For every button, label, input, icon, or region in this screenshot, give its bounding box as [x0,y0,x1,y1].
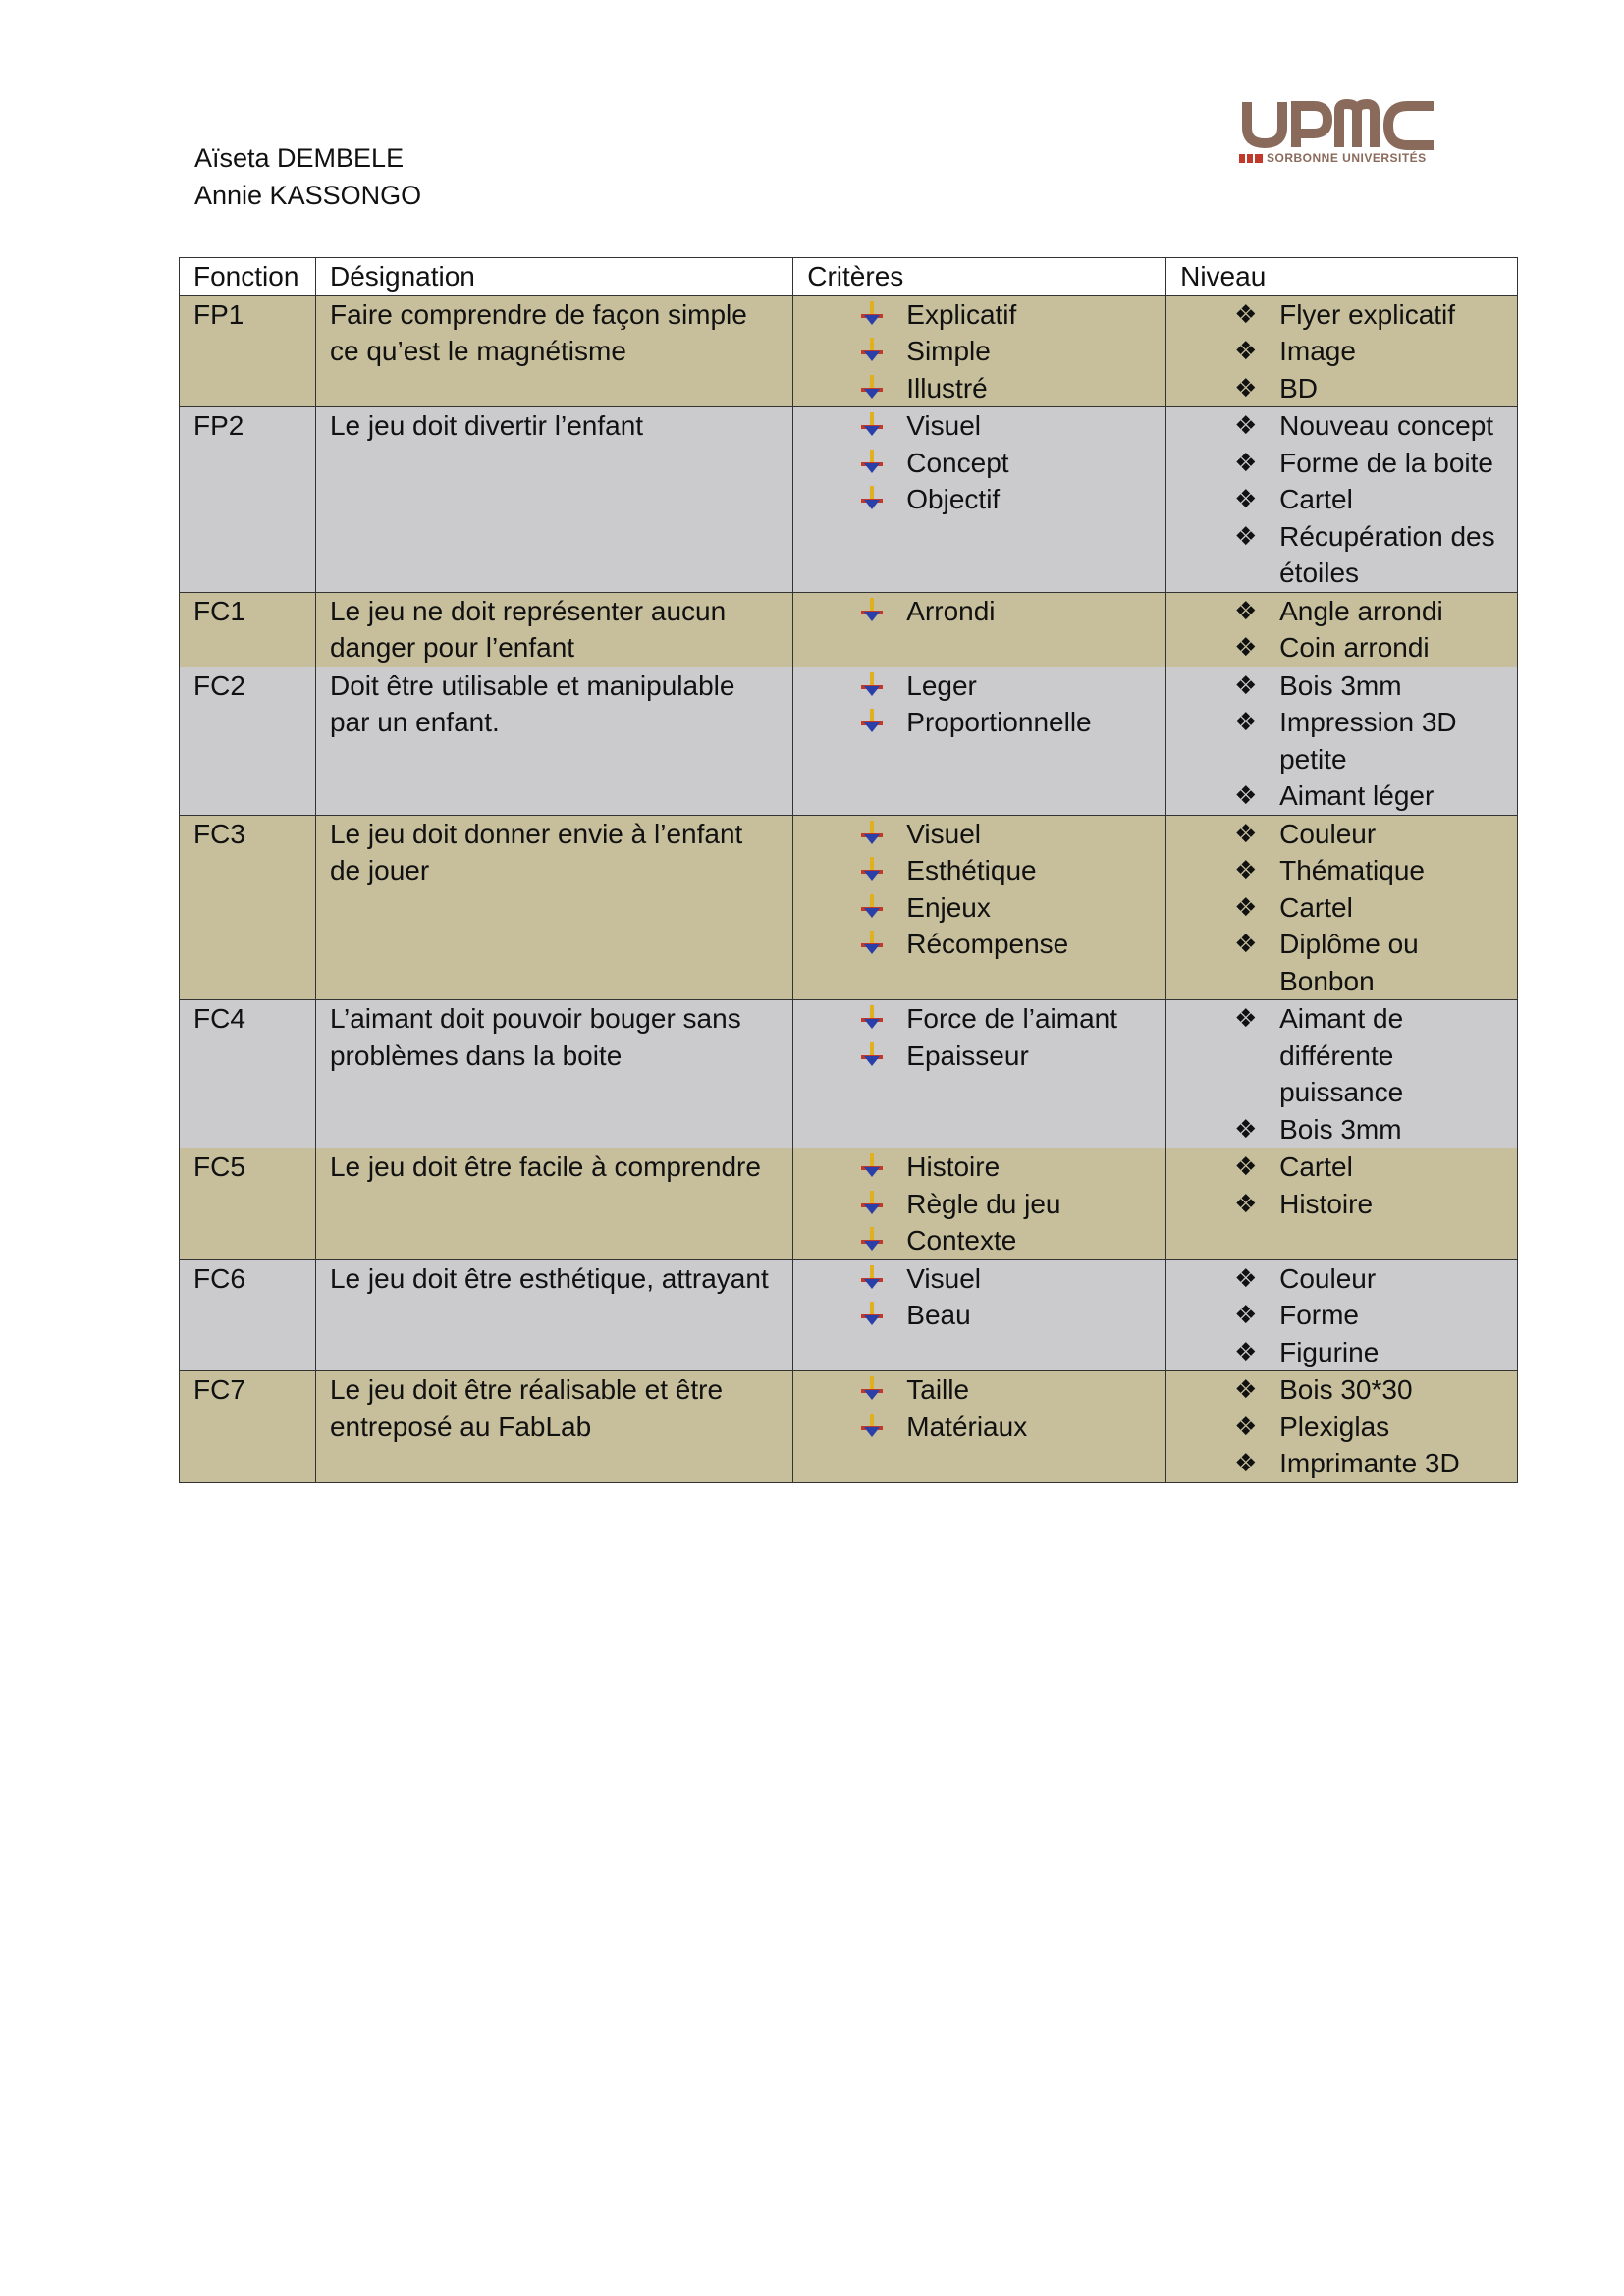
cell-designation: Le jeu doit être esthétique, attrayant [315,1259,792,1371]
diamond-bullet-icon: ❖ [1234,1336,1258,1366]
critere-item [807,816,1152,853]
niveau-item [1180,1148,1503,1186]
critere-text: Concept [906,447,1009,478]
diamond-bullet-icon: ❖ [1234,1374,1258,1404]
upmc-logo [1239,98,1447,171]
critere-item [807,370,1152,407]
cell-criteres [793,592,1166,667]
arrow-bullet [861,1222,906,1259]
niveau-item [1180,407,1503,445]
functions-table [179,257,1518,1483]
niveau-text: Bois 30*30 [1279,1374,1413,1405]
niveau-item [1180,629,1503,667]
author-name: Annie KASSONGO [194,181,422,210]
critere-text: Proportionnelle [906,707,1092,737]
diamond-bullet-icon: ❖ [1234,1411,1258,1441]
upmc-wordmark-icon [1239,98,1447,151]
niveau-text: Cartel [1279,891,1353,923]
author-name: Aïseta DEMBELE [194,143,405,173]
diamond-bullet-icon: ❖ [1234,410,1258,440]
critere-text: Visuel [906,1262,982,1294]
niveau-text: Forme [1279,1300,1360,1330]
cell-criteres [793,407,1166,593]
diamond-bullet-icon: ❖ [1234,1262,1258,1293]
cell-niveau [1166,667,1518,815]
niveau-text: Histoire [1279,1188,1374,1219]
arrow-bullet-icon [861,412,883,438]
cell-niveau [1166,295,1518,407]
niveau-text: Angle arrondi [1279,595,1443,626]
niveau-text: Thématique [1279,855,1425,885]
critere-text: Récompense [906,929,1069,959]
niveau-text: Couleur [1279,818,1377,849]
critere-item [807,926,1152,963]
arrow-bullet [861,889,906,927]
arrow-bullet [861,852,906,889]
arrow-bullet [861,926,906,963]
diamond-bullet-icon: ❖ [1234,929,1258,958]
critere-item [807,667,1152,705]
critere-text: Arrondi [906,595,996,626]
critere-text: Simple [906,336,991,366]
arrow-bullet [861,1186,906,1223]
arrow-bullet-icon [861,450,883,475]
niveau-text: Impression 3D petite [1279,707,1457,774]
niveau-item [1180,518,1503,592]
arrow-bullet-icon [861,1191,883,1216]
arrow-bullet [861,593,906,630]
arrow-bullet [861,816,906,853]
arrow-bullet [861,1148,906,1186]
arrow-bullet-icon [861,1153,883,1179]
critere-text: Histoire [906,1151,1001,1182]
cell-niveau [1166,407,1518,593]
critere-text: Explicatif [906,298,1017,330]
arrow-bullet [861,704,906,741]
critere-text: Contexte [906,1225,1017,1255]
critere-text: Enjeux [906,891,991,923]
header-niveau: Niveau [1166,258,1518,296]
critere-item [807,296,1152,334]
critere-item [807,407,1152,445]
niveau-item [1180,1371,1503,1409]
diamond-bullet-icon: ❖ [1234,855,1258,884]
arrow-bullet-icon [861,821,883,846]
arrow-bullet [861,1260,906,1298]
cell-criteres [793,295,1166,407]
arrow-bullet-icon [861,857,883,882]
arrow-bullet-icon [861,894,883,920]
niveau-text: Forme de la boite [1279,447,1493,478]
niveau-item [1180,816,1503,853]
niveau-text: BD [1279,372,1319,403]
table-row [180,1371,1518,1483]
cell-designation: Faire comprendre de façon simple ce qu’est le magnétisme [315,295,792,407]
diamond-bullet-icon: ❖ [1234,595,1258,625]
niveau-item [1180,777,1503,815]
arrow-bullet [861,667,906,705]
arrow-bullet-icon [861,486,883,511]
diamond-bullet-icon: ❖ [1234,1188,1258,1218]
critere-text: Epaisseur [906,1040,1029,1071]
niveau-text: Flyer explicatif [1279,298,1456,330]
critere-text: Règle du jeu [906,1188,1061,1219]
arrow-bullet-icon [861,338,883,363]
niveau-item [1180,704,1503,777]
arrow-bullet [861,1297,906,1334]
table-row [180,407,1518,593]
niveau-text: Aimant de différente puissance [1279,1003,1404,1107]
diamond-bullet-icon: ❖ [1234,1300,1258,1329]
diamond-bullet-icon: ❖ [1234,632,1258,662]
niveau-item [1180,667,1503,705]
diamond-bullet-icon: ❖ [1234,520,1258,551]
header-designation: Désignation [315,258,792,296]
diamond-bullet-icon: ❖ [1234,298,1258,329]
critere-item [807,1222,1152,1259]
authors-block [194,139,421,214]
niveau-text: Imprimante 3D [1279,1448,1460,1478]
cell-criteres [793,1259,1166,1371]
arrow-bullet [861,296,906,334]
header-fonction: Fonction [180,258,316,296]
critere-text: Visuel [906,818,982,849]
arrow-bullet-icon [861,1376,883,1402]
niveau-item [1180,1111,1503,1148]
niveau-text: Diplôme ou Bonbon [1279,929,1419,996]
cell-niveau [1166,592,1518,667]
diamond-bullet-icon: ❖ [1234,818,1258,848]
arrow-bullet-icon [861,1042,883,1068]
critere-text: Beau [906,1300,971,1330]
niveau-item [1180,1000,1503,1111]
niveau-item [1180,1297,1503,1334]
table-row [180,1000,1518,1148]
critere-item [807,333,1152,370]
critere-item [807,1260,1152,1298]
diamond-bullet-icon: ❖ [1234,372,1258,402]
table-body [180,295,1518,1482]
arrow-bullet-icon [861,1265,883,1291]
niveau-item [1180,333,1503,370]
niveau-text: Nouveau concept [1279,410,1494,441]
critere-text: Objectif [906,484,1001,514]
critere-text: Force de l’aimant [906,1003,1118,1034]
critere-item [807,1038,1152,1075]
niveau-text: Récupération des étoiles [1279,520,1495,588]
niveau-text: Couleur [1279,1262,1377,1294]
niveau-text: Cartel [1279,484,1353,514]
table-row [180,815,1518,1000]
critere-item [807,889,1152,927]
critere-text: Illustré [906,372,988,403]
critere-item [807,852,1152,889]
diamond-bullet-icon: ❖ [1234,780,1258,810]
cell-fonction: FP1 [180,295,316,407]
niveau-text: Coin arrondi [1279,632,1430,663]
table-row [180,1148,1518,1260]
arrow-bullet-icon [861,931,883,956]
diamond-bullet-icon: ❖ [1234,336,1258,365]
table-row [180,1259,1518,1371]
arrow-bullet [861,1371,906,1409]
table-row [180,667,1518,815]
diamond-bullet-icon: ❖ [1234,484,1258,513]
critere-text: Leger [906,669,977,701]
critere-item [807,1409,1152,1446]
logo-subtitle: SORBONNE UNIVERSITÉS [1239,151,1447,165]
cell-fonction: FC4 [180,1000,316,1148]
cell-fonction: FC6 [180,1259,316,1371]
critere-text: Esthétique [906,855,1037,885]
arrow-bullet-icon [861,1414,883,1439]
cell-niveau [1166,1148,1518,1260]
niveau-item [1180,1445,1503,1482]
cell-criteres [793,667,1166,815]
cell-criteres [793,1148,1166,1260]
niveau-text: Plexiglas [1279,1411,1390,1442]
cell-criteres [793,1000,1166,1148]
header-criteres: Critères [793,258,1166,296]
arrow-bullet [861,407,906,445]
niveau-item [1180,1260,1503,1298]
cell-fonction: FC3 [180,815,316,1000]
diamond-bullet-icon: ❖ [1234,669,1258,700]
arrow-bullet-icon [861,598,883,623]
critere-item [807,1186,1152,1223]
niveau-item [1180,852,1503,889]
cell-designation: Le jeu doit être réalisable et être entreposé au FabLab [315,1371,792,1483]
arrow-bullet-icon [861,375,883,400]
critere-item [807,1297,1152,1334]
arrow-bullet [861,1000,906,1038]
critere-item [807,704,1152,741]
niveau-text: Bois 3mm [1279,1113,1402,1145]
diamond-bullet-icon: ❖ [1234,891,1258,922]
niveau-item [1180,1186,1503,1223]
niveau-item [1180,1334,1503,1371]
diamond-bullet-icon: ❖ [1234,1003,1258,1033]
cell-niveau [1166,815,1518,1000]
niveau-item [1180,370,1503,407]
diamond-bullet-icon: ❖ [1234,1448,1258,1477]
cell-fonction: FC1 [180,592,316,667]
arrow-bullet-icon [861,672,883,698]
diamond-bullet-icon: ❖ [1234,707,1258,736]
cell-fonction: FP2 [180,407,316,593]
table-row [180,592,1518,667]
cell-designation: Le jeu doit donner envie à l’enfant de jouer [315,815,792,1000]
cell-criteres [793,1371,1166,1483]
arrow-bullet [861,1038,906,1075]
niveau-text: Bois 3mm [1279,669,1402,701]
arrow-bullet [861,370,906,407]
critere-text: Visuel [906,410,982,441]
arrow-bullet-icon [861,709,883,734]
cell-criteres [793,815,1166,1000]
diamond-bullet-icon: ❖ [1234,1151,1258,1181]
cell-fonction: FC2 [180,667,316,815]
critere-text: Taille [906,1374,970,1405]
cell-designation: Le jeu doit divertir l’enfant [315,407,792,593]
arrow-bullet-icon [861,1302,883,1327]
diamond-bullet-icon: ❖ [1234,1113,1258,1144]
niveau-item [1180,481,1503,518]
niveau-text: Figurine [1279,1336,1380,1367]
flag-icon [1239,154,1263,163]
arrow-bullet-icon [861,301,883,327]
cell-designation: Doit être utilisable et manipulable par un enfant. [315,667,792,815]
cell-niveau [1166,1371,1518,1483]
niveau-text: Image [1279,336,1356,366]
niveau-text: Cartel [1279,1151,1353,1182]
niveau-item [1180,445,1503,482]
cell-designation: Le jeu doit être facile à comprendre [315,1148,792,1260]
critere-text: Matériaux [906,1411,1028,1442]
critere-item [807,1371,1152,1409]
arrow-bullet-icon [861,1227,883,1253]
critere-item [807,1000,1152,1038]
niveau-item [1180,1409,1503,1446]
diamond-bullet-icon: ❖ [1234,447,1258,477]
cell-niveau [1166,1000,1518,1148]
arrow-bullet [861,445,906,482]
cell-fonction: FC5 [180,1148,316,1260]
niveau-item [1180,296,1503,334]
cell-fonction: FC7 [180,1371,316,1483]
niveau-item [1180,889,1503,927]
cell-designation: Le jeu ne doit représenter aucun danger pour l’enfant [315,592,792,667]
niveau-item [1180,926,1503,999]
table-row [180,295,1518,407]
niveau-text: Aimant léger [1279,780,1435,811]
arrow-bullet [861,333,906,370]
arrow-bullet [861,481,906,518]
table-header-row [180,258,1518,296]
arrow-bullet-icon [861,1005,883,1031]
critere-item [807,481,1152,518]
critere-item [807,445,1152,482]
niveau-item [1180,593,1503,630]
arrow-bullet [861,1409,906,1446]
critere-item [807,593,1152,630]
cell-niveau [1166,1259,1518,1371]
cell-designation: L’aimant doit pouvoir bouger sans problèmes dans la boite [315,1000,792,1148]
critere-item [807,1148,1152,1186]
